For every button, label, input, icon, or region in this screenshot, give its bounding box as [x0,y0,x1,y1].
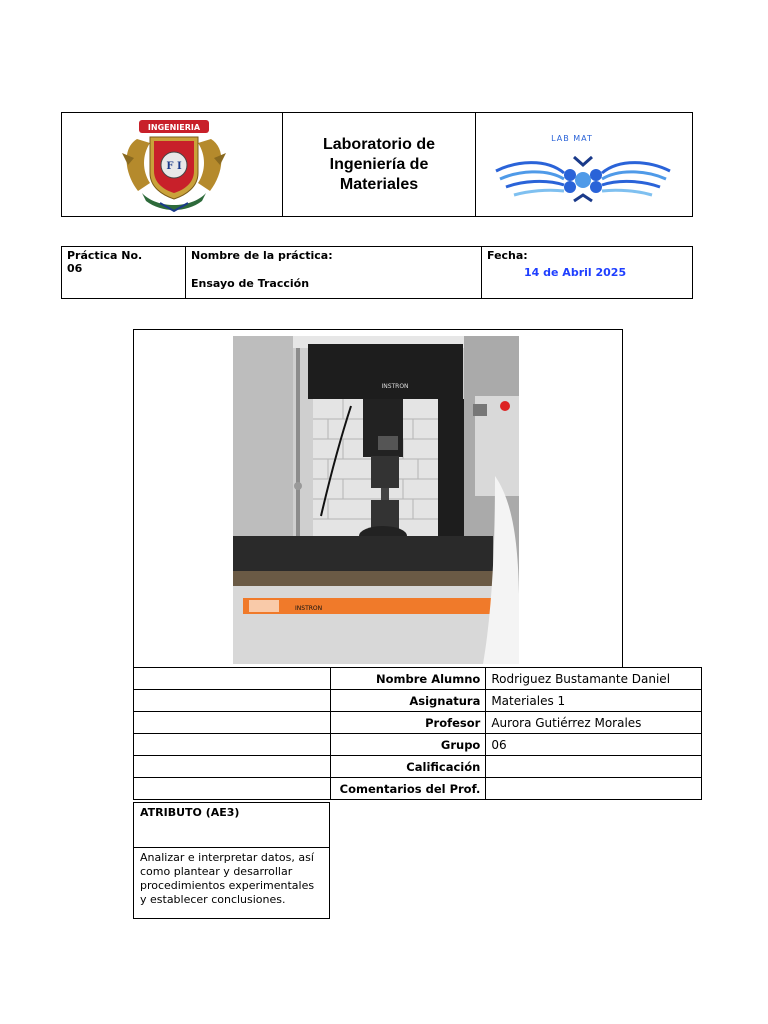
practice-name-value: Ensayo de Tracción [191,277,310,290]
grade-value [486,756,702,778]
attribute-title: ATRIBUTO (AE3) [134,803,329,848]
group-value: 06 [486,734,702,756]
empty-cell [134,712,331,734]
logo-initials: F I [166,161,182,172]
lab-title-cell [283,113,476,216]
labmat-logo-text: LAB MAT [551,134,593,143]
table-row [134,734,702,756]
subject-label: Asignatura [330,690,486,712]
machine-brand-top: INSTRON [381,383,409,390]
lab-title: Laboratorio de Ingeniería de Materiales [322,135,435,193]
table-row [134,712,702,734]
empty-cell [134,690,331,712]
engineering-shield-icon [62,113,283,218]
professor-label: Profesor [330,712,486,734]
table-row [134,690,702,712]
empty-cell [134,734,331,756]
tensile-machine-photo [233,336,519,664]
attribute-description: Analizar e interpretar datos, así como plantear y desarrollar procedimientos experimentales y establecer conclusiones. [140,851,315,906]
empty-cell [134,668,331,690]
practice-date-value: 14 de Abril 2025 [524,266,627,279]
student-name-label: Nombre Alumno [330,668,486,690]
engineering-logo-cell [62,113,283,216]
table-row [134,778,702,800]
attribute-box [133,802,330,919]
student-name-value: Rodriguez Bustamante Daniel [486,668,702,690]
grade-label: Calificación [330,756,486,778]
practice-date-label: Fecha: [487,249,528,262]
table-row [134,756,702,778]
practice-number-label: Práctica No. [67,249,143,262]
practice-date-cell [482,247,692,298]
student-info-table [133,667,702,800]
professor-value: Aurora Gutiérrez Morales [486,712,702,734]
practice-name-cell [186,247,482,298]
practice-number-value: 06 [67,262,83,275]
logo-banner-text: INGENIERIA [147,123,201,132]
labmat-logo-cell [476,113,692,216]
labmat-logo-icon [476,113,693,218]
empty-cell [134,756,331,778]
comments-label: Comentarios del Prof. [330,778,486,800]
subject-value: Materiales 1 [486,690,702,712]
machine-brand-bottom: INSTRON [295,605,323,612]
practice-number-cell [62,247,186,298]
empty-cell [134,778,331,800]
practice-info-table [61,246,693,299]
group-label: Grupo [330,734,486,756]
header-table [61,112,693,217]
practice-name-label: Nombre de la práctica: [191,249,333,262]
comments-value [486,778,702,800]
table-row [134,668,702,690]
